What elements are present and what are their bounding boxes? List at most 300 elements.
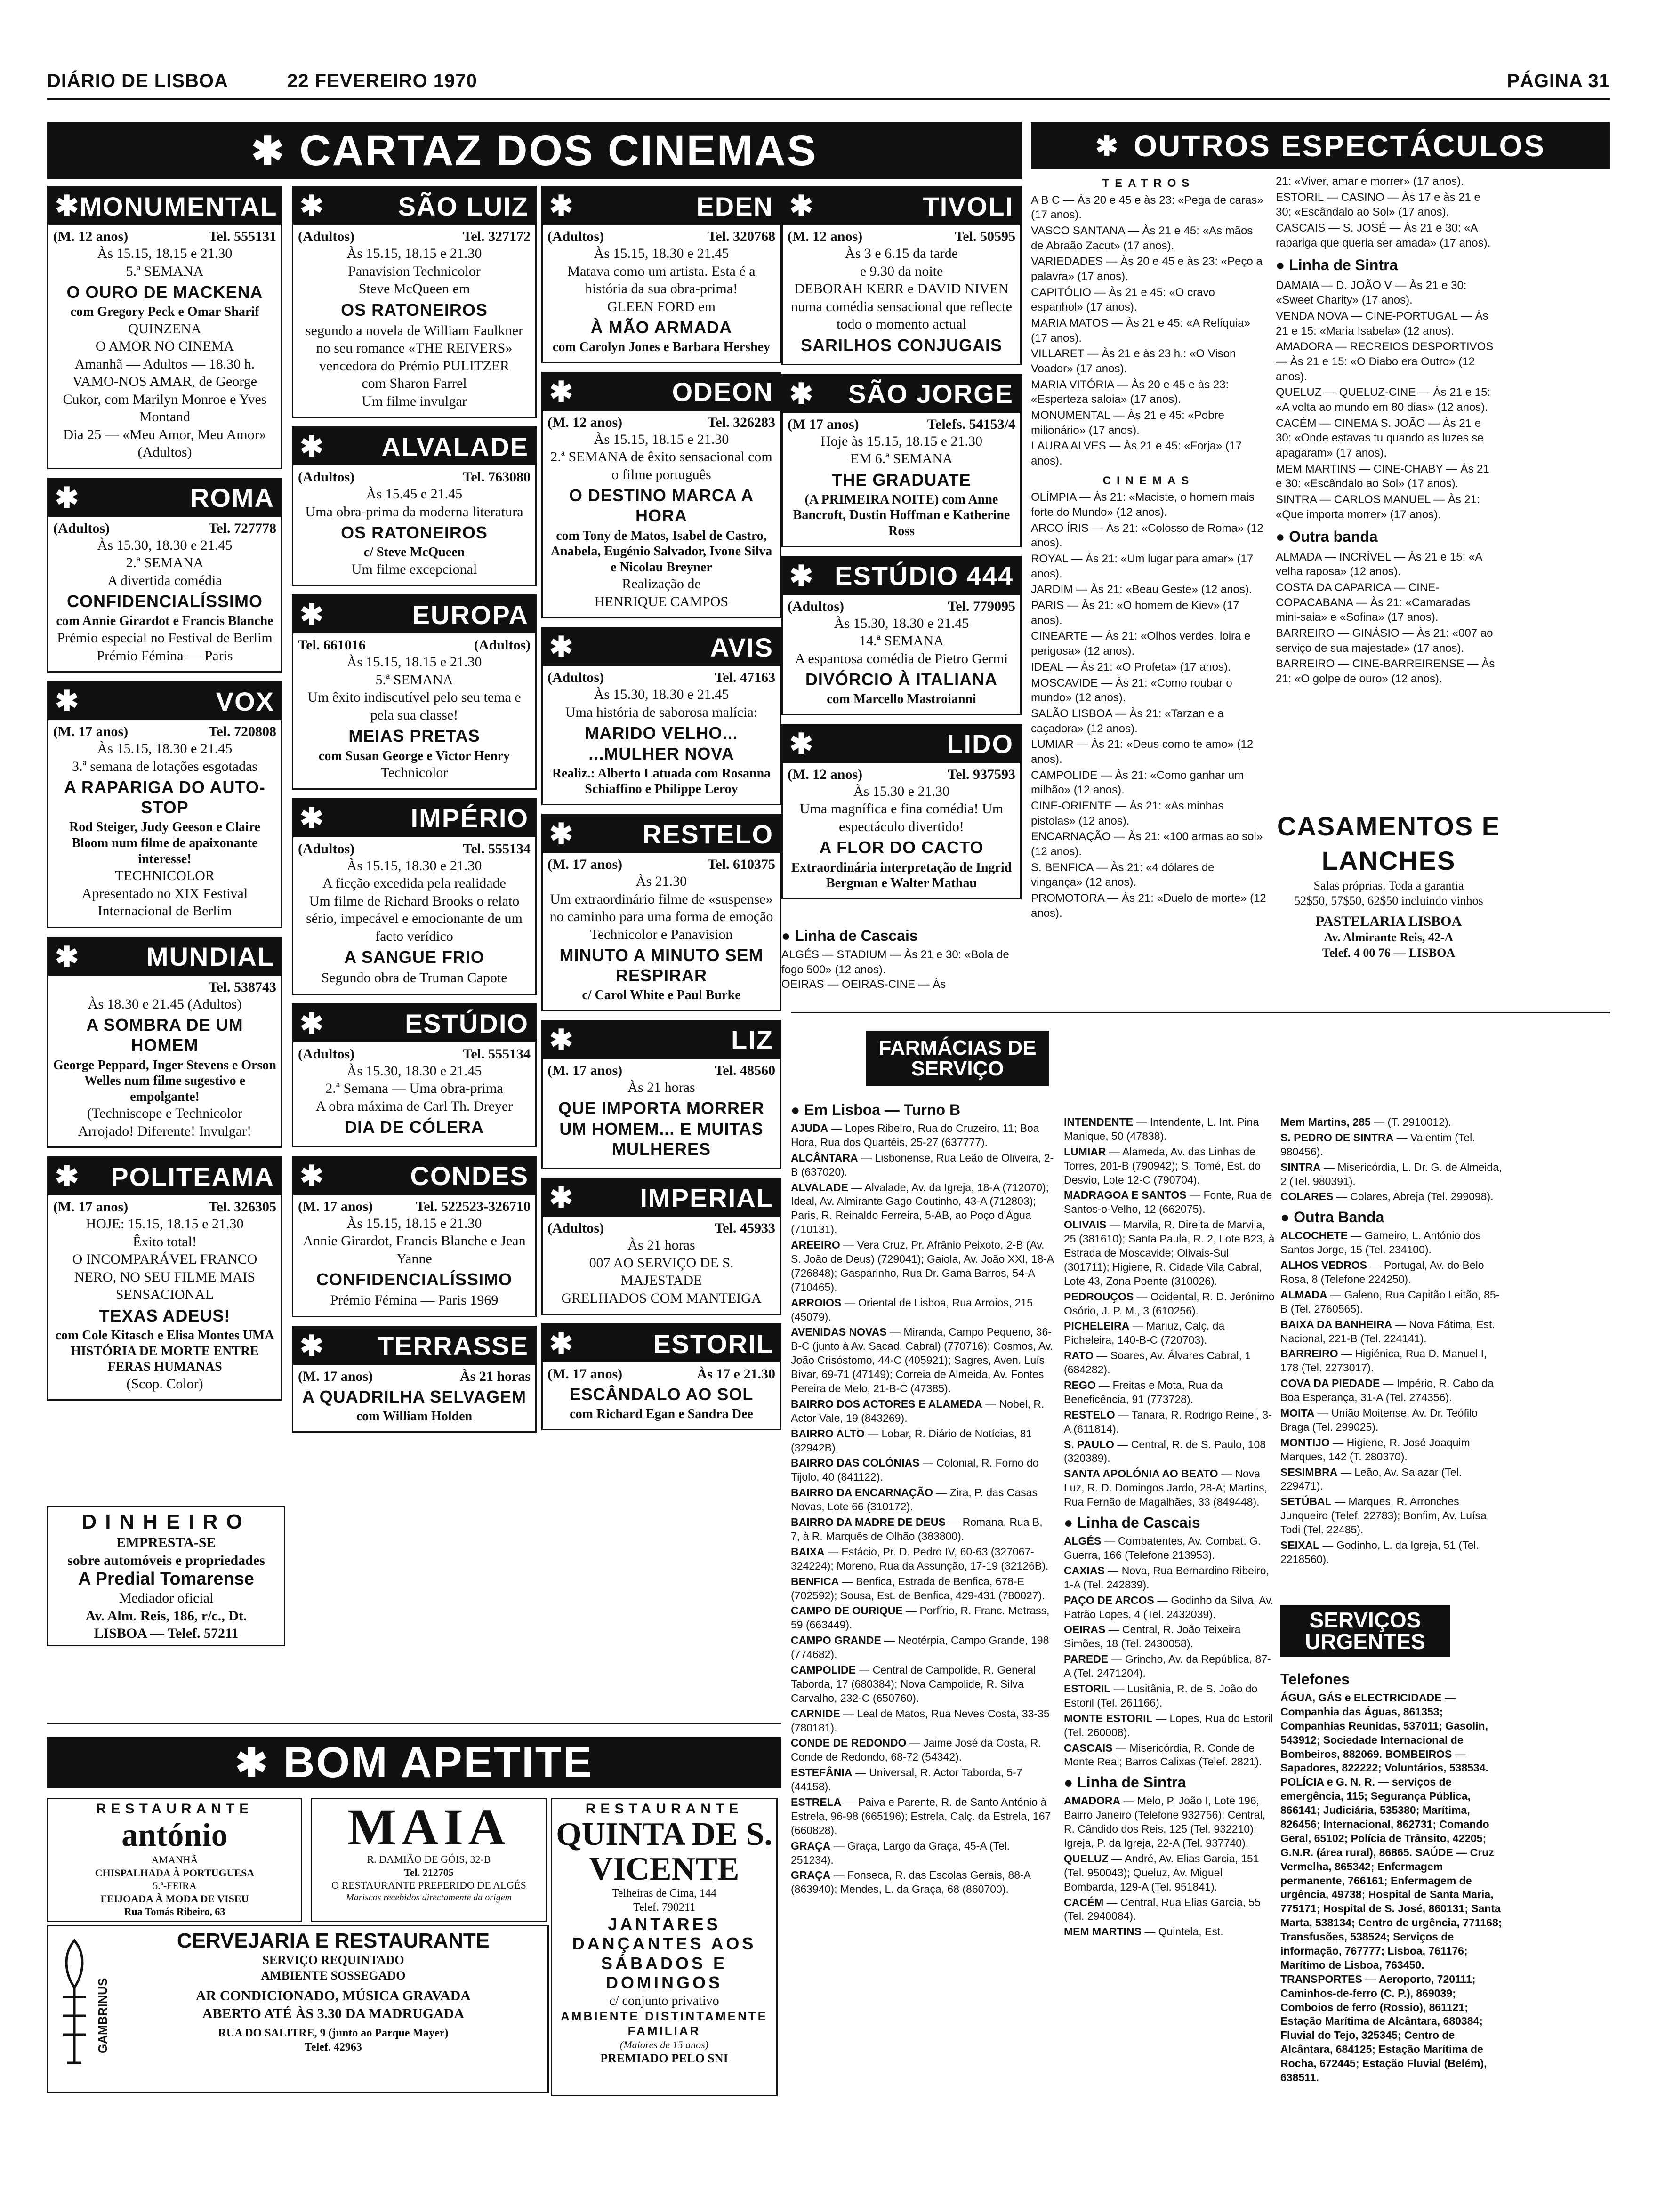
pharmacy-details: Mariuz, Calç. da Picheleira, 140-B-C (720703). (1064, 1320, 1225, 1346)
asterisk-icon: ✱ (300, 802, 325, 834)
pharmacy-entry: REGO — Freitas e Mota, Rua da Beneficência, 91 (773728). (1064, 1379, 1223, 1405)
pharmacy-details: Lopes, Rua do Estoril (Tel. 260008). (1064, 1712, 1273, 1739)
cinema-phone: Tel. 555131 (209, 229, 276, 244)
cinema-name: ROMA (190, 483, 274, 513)
cinema-header (48, 479, 281, 517)
cervejaria-ad (47, 1925, 549, 2093)
cinema-phone: Tel. 555134 (463, 841, 531, 857)
cinema-rating: (M. 12 anos) (788, 229, 863, 244)
cinema-phone: (Adultos) (474, 637, 531, 653)
cinema-meta (788, 599, 1015, 615)
cinema-header (543, 1325, 780, 1362)
cinema-box (292, 1326, 537, 1433)
cinema-box (781, 186, 1022, 365)
pharmacy-district: S. PEDRO DE SINTRA (1280, 1131, 1394, 1144)
cervejaria-line: AR CONDICIONADO, MÚSICA GRAVADA (196, 1988, 471, 2004)
showtime-line: Às 15.15, 18.15 e 21.30 (346, 246, 482, 261)
pharmacy-details: Soares, Av. Álvares Cabral, 1 (684282). (1064, 1349, 1251, 1376)
pharmacy-details: Neotérpia, Campo Grande, 198 (774682). (791, 1634, 1049, 1661)
pharmacy-district: BAIRRO ALTO (791, 1427, 865, 1440)
film-title: A SANGUE FRIO (344, 947, 484, 967)
dinheiro-firm: A Predial Tomarense (78, 1569, 254, 1589)
pharmacy-entry: AREEIRO — Vera Cruz, Pr. Afrânio Peixoto, 2-B (Av. S. João de Deus) (729041); Gaiola, Av. João XXI, 18-A (726848); Gasparinho, Rua Dr. Gama Barros, 54-A (710465). (791, 1239, 1054, 1293)
pharmacy-entry: GRAÇA — Fonseca, R. das Escolas Gerais, 88-A (863940); Mendes, L. da Graça, 68 (860700). (791, 1869, 1030, 1896)
pharmacy-entry: CAMPOLIDE — Central de Campolide, R. General Taborda, 17 (680384); Nova Campolide, R. Silva Carvalho, 232-C (650760). (791, 1663, 1036, 1704)
cinema-listing: 21: «Viver, amar e morrer» (17 anos). (1276, 175, 1464, 188)
pharmacy-district: CASCAIS (1064, 1741, 1113, 1754)
cinema-listing: PROMOTORA — Às 21: «Duelo de morte» (12 anos). (1031, 891, 1266, 920)
cinemas-banner-title: CARTAZ DOS CINEMAS (299, 126, 818, 175)
pharmacy-entry: ALMADA — Galeno, Rua Capitão Leitão, 85-B (Tel. 2760565). (1280, 1288, 1500, 1315)
pharmacy-details: União Moitense, Av. Dr. Teófilo Braga (Tel. 299025). (1280, 1407, 1478, 1433)
outros-banner-title: OUTROS ESPECTÁCULOS (1134, 129, 1546, 163)
cinema-meta (298, 1199, 531, 1215)
cascais-line: ALGÉS — STADIUM — Às 21 e 30: «Bola de fogo 500» (12 anos). (781, 948, 1009, 976)
showtime-line: e 9.30 da noite (860, 263, 943, 279)
cinema-name: TERRASSE (378, 1331, 529, 1361)
pharmacy-details: (T. 2910012). (1387, 1116, 1452, 1128)
film-note: Prémio Fémina — Paris (97, 648, 233, 664)
cinema-listing: SINTRA — CARLOS MANUEL — Às 21: «Que importa morrer» (17 anos). (1276, 493, 1480, 521)
cinema-box (541, 1020, 781, 1169)
pharmacy-details: Estácio, Pr. D. Pedro IV, 60-63 (327067-324224); Moreno, Rua da Assunção, 17-19 (32126B). (791, 1545, 1049, 1572)
showtime-line: 2.ª Semana — Uma obra-prima (325, 1081, 503, 1097)
dinheiro-ad (47, 1506, 285, 1646)
cinema-box (292, 426, 537, 586)
cinema-listing: S. BENFICA — Às 21: «4 dólares de vingança» (12 anos). (1031, 861, 1215, 889)
cinema-name: IMPÉRIO (410, 803, 529, 834)
pharmacy-entry: LUMIAR — Alameda, Av. das Linhas de Torres, 201-B (790942); S. Tomé, Est. do Desvio, Lote 12-C (790704). (1064, 1145, 1261, 1186)
cinema-box (292, 594, 537, 789)
showtime-line: Um filme de Richard Brooks o relato sério, impecável e emocionante de um facto verídico (306, 893, 523, 944)
pharmacy-entry: OEIRAS — Central, R. João Teixeira Simões, 18 (Tel. 2430058). (1064, 1623, 1241, 1650)
cervejaria-line: SERVIÇO REQUINTADO (262, 1953, 404, 1967)
teatro-listing: A B C — Às 20 e 45 e às 23: «Pega de caras» (17 anos). (1031, 193, 1263, 222)
cinema-header (543, 1179, 780, 1217)
cinema-name: ESTÚDIO 444 (835, 561, 1014, 591)
cinema-listing: ESTORIL — CASINO — Às 17 e às 21 e 30: «Escândalo ao Sol» (17 anos). (1276, 191, 1480, 219)
pharmacy-details: Central, R. João Teixeira Simões, 18 (Tel. 2430058). (1064, 1623, 1241, 1650)
teatro-listing: CAPITÓLIO — Às 21 e 45: «O cravo espanhol» (17 anos). (1031, 286, 1215, 314)
pharmacy-entry: ESTORIL — Lusitânia, R. de S. João do Estoril (Tel. 261166). (1064, 1682, 1258, 1709)
film-note: (Scop. Color) (126, 1376, 203, 1392)
cinema-meta (547, 857, 775, 873)
pharmacy-district: ESTORIL (1064, 1682, 1111, 1695)
asterisk-icon: ✱ (55, 940, 80, 972)
cinema-meta (298, 229, 531, 245)
pharmacy-district: CAMPOLIDE (791, 1663, 856, 1676)
pharmacy-entry: RESTELO — Tanara, R. Rodrigo Reinel, 3-A (611814). (1064, 1408, 1272, 1435)
farmacias-column-1 (791, 1097, 1054, 2094)
quinta-top: RESTAURANTE (585, 1801, 743, 1817)
showtime-line: Às 15.15, 18.30 e 21.30 (346, 858, 482, 874)
cinema-column-4 (781, 186, 1022, 920)
showtime-line: Steve McQueen em (358, 281, 470, 297)
pharmacy-entry: AJUDA — Lopes Ribeiro, Rua do Cruzeiro, 11; Boa Hora, Rua dos Quartéis, 25-27 (637777). (791, 1122, 1039, 1148)
cinema-header (48, 938, 281, 976)
asterisk-icon: ✱ (549, 1024, 574, 1056)
cinema-listing: DAMAIA — D. JOÃO V — Às 21 e 30: «Sweet Charity» (17 anos). (1276, 279, 1467, 307)
asterisk-icon: ✱ (789, 190, 814, 222)
issue-date: 22 FEVEREIRO 1970 (287, 71, 477, 91)
pharmacy-details: Benfica, Estrada de Benfica, 678-E (702592); Sousa, Est. de Benfica, 429-431 (780027). (791, 1575, 1045, 1602)
pharmacy-district: CAMPO GRANDE (791, 1634, 881, 1647)
asterisk-icon: ✱ (549, 818, 574, 850)
film-cast: com Gregory Peck e Omar Sharif (70, 305, 259, 320)
pharmacy-district: COVA DA PIEDADE (1280, 1377, 1380, 1390)
cinema-header (293, 1157, 535, 1195)
film-title: CONFIDENCIALÍSSIMO (66, 592, 263, 611)
film-note: segundo a novela de William Faulkner no seu romance «THE REIVERS» vencedora do Prémio PULITZER (305, 322, 523, 374)
cinema-header (783, 375, 1020, 413)
pharmacy-entry: QUELUZ — André, Av. Elias Garcia, 151 (Tel. 950043); Queluz, Av. Miguel Bombarda, 129-A (Tel. 951841). (1064, 1852, 1259, 1893)
pharmacy-details: Central, R. de S. Paulo, 108 (320389). (1064, 1438, 1266, 1465)
cinema-listing: AMADORA — RECREIOS DESPORTIVOS — Às 21 e 15: «O Diabo era Outro» (12 anos). (1276, 340, 1494, 383)
cinema-phone: Tel. 522523-326710 (416, 1198, 531, 1214)
pharmacy-district: CACÉM (1064, 1896, 1104, 1908)
film-note: O AMOR NO CINEMA (95, 338, 234, 354)
pharmacy-district: AVENIDAS NOVAS (791, 1326, 887, 1338)
showtime-line: A obra máxima de Carl Th. Dreyer (315, 1098, 513, 1114)
cinema-box (541, 1178, 781, 1315)
pharmacy-district: SEIXAL (1280, 1539, 1320, 1552)
showtime-line: Às 15.30, 18.30 e 21.45 (97, 537, 233, 553)
pharmacy-district: AMADORA (1064, 1795, 1121, 1807)
cinema-header (543, 373, 780, 411)
cinema-rating: (M. 12 anos) (53, 229, 129, 244)
urgentes-text: ÁGUA, GÁS e ELECTRICIDADE — Companhia das Águas, 861353; Companhias Reunidas, 537011; Gasolin, 543912; Sociedade Internacional de Bombeiros, 882069. BOMBEIROS — Sapadores, 822222; Voluntários, 538534. POLÍCIA e G. N. R. — serviços de emergência, 115; Segurança Pública, 866141; Judiciária, 535380; Marítima, 826456; Internacional, 862731; Comando Geral, 65102; Polícia de Trânsito, 42205; G.N.R. (área rural), 86865. SAÚDE — Cruz Vermelha, 865342; Enfermagem permanente, 766161; Enfermagem de urgência, 49738; Hospital de Santa Maria, 775171; Hospital de S. José, 860131; Santa Marta, 538134; Centro de urgência, 771168; Transfusões, 538524; Serviços de informação, 767777; Lisboa, 761176; Marítimo de Lisboa, 763450. TRANSPORTES — Aeroporto, 720111; Caminhos-de-ferro (C. P.), 869039; Comboios de ferro (Rossio), 861121; Estação Marítima de Alcântara, 680384; Fluvial do Tejo, 325345; Centro de Alcântara, 684125; Estação Marítima de Rocha, 672445; Estação Fluvial (Belém), 638511. (1280, 1691, 1502, 2084)
pharmacy-entry: SEIXAL — Godinho, L. da Igreja, 51 (Tel. 2218560). (1280, 1539, 1479, 1565)
pharmacy-district: RESTELO (1064, 1408, 1115, 1421)
header-rule (47, 98, 1610, 100)
film-title: MARIDO VELHO... ...MULHER NOVA (585, 723, 738, 763)
pharmacy-district: LUMIAR (1064, 1145, 1106, 1158)
film-title: O OURO DE MACKENA (66, 282, 263, 302)
film-note: Amanhã — Adultos — 18.30 h. (74, 356, 255, 372)
showtime-line: 5.ª SEMANA (126, 263, 204, 279)
cinema-box (292, 1003, 537, 1147)
cinema-phone: Telefs. 54153/4 (927, 416, 1015, 432)
film-note: (Techniscope e Technicolor (87, 1106, 243, 1122)
cinema-phone: Tel. 610375 (708, 857, 775, 872)
film-title: SARILHOS CONJUGAIS (800, 335, 1003, 355)
pharmacy-entry: CONDE DE REDONDO — Jaime José da Costa, R. Conde de Redondo, 68-72 (54342). (791, 1737, 1041, 1763)
cinema-box (541, 627, 781, 805)
pharmacy-details: Marvila, R. Direita de Marvila, 25 (381610); Santa Paula, R. 2, Lote B23, à Estrada de Moscavide; Olivais-Sul (301711); Higiene, R. Cidade Vila Cabral, Lote 43, Zona Poente (310026). (1064, 1218, 1275, 1287)
film-title: A RAPARIGA DO AUTO-STOP (64, 777, 265, 817)
pharmacy-district: CAMPO DE OURIQUE (791, 1604, 903, 1617)
cinema-rating: (M. 17 anos) (547, 1366, 623, 1382)
showtime-line: Às 15.30, 18.30 e 21.45 (834, 615, 969, 631)
cinema-meta (298, 841, 531, 857)
dinheiro-foot: Av. Alm. Reis, 186, r/c., Dt. (85, 1608, 247, 1624)
antonio-ad (47, 1798, 302, 1922)
cinema-header (293, 428, 535, 465)
bom-apetite-title: BOM APETITE (283, 1738, 594, 1787)
cinema-listing: MOSCAVIDE — Às 21: «Como roubar o mundo» (12 anos). (1031, 676, 1232, 705)
pharmacy-district: AJUDA (791, 1122, 828, 1134)
cinema-meta (53, 724, 276, 740)
film-title: MEIAS PRETAS (348, 726, 480, 746)
showtime-line: Hoje às 15.15, 18.15 e 21.30 (820, 433, 983, 449)
cinema-name: SÃO JORGE (848, 379, 1014, 409)
asterisk-icon: ✱ (789, 377, 814, 409)
cinema-box (47, 937, 282, 1148)
cinema-meta (547, 670, 775, 686)
pharmacy-entry: BAIRRO DAS COLÓNIAS — Colonial, R. Forno do Tijolo, 40 (841122). (791, 1457, 1039, 1483)
pharmacy-district: ARROIOS (791, 1296, 842, 1309)
casamentos-firm: PASTELARIA LISBOA (1315, 913, 1462, 929)
pharmacy-entry: S. PEDRO DE SINTRA — Valentim (Tel. 980456). (1280, 1131, 1475, 1158)
cinema-phone: Tel. 538743 (209, 979, 276, 995)
film-cast: c/ Steve McQueen (363, 545, 465, 560)
cinema-phone: Tel. 326283 (708, 414, 775, 430)
cinema-header (783, 557, 1020, 595)
pharmacy-district: RATO (1064, 1349, 1094, 1362)
section-rule (47, 1723, 781, 1724)
antonio-line: CHISPALHADA À PORTUGUESA (95, 1867, 255, 1879)
pharmacy-details: Miranda, Campo Pequeno, 36-B-C (junto à Av. Sacad. Cabral) (770716); Cosmos, Av. João Crisóstomo, 44-C (405921); Sagres, Aven. Luís Bívar, 69-71 (47149); Correia de Almeida, Av. Fontes Pereira de Melo, 21-B-C (47385). (791, 1326, 1053, 1395)
showtime-line: Às 15.15, 18.15 e 21.30 (594, 431, 729, 447)
showtime-line: GRELHADOS COM MANTEIGA (561, 1290, 762, 1306)
quinta-line: (Maiores de 15 anos) (620, 2038, 708, 2051)
showtime-line: Às 15.15, 18.15 e 21.30 (346, 1215, 482, 1231)
pharmacy-district: MONTE ESTORIL (1064, 1712, 1153, 1724)
pharmacy-entry: AVENIDAS NOVAS — Miranda, Campo Pequeno, 36-B-C (junto à Av. Sacad. Cabral) (770716); Cosmos, Av. João Crisóstomo, 44-C (405921); Sagres, Aven. Luís Bívar, 69-71 (47149); Correia de Almeida, Av. Fontes Pereira de Melo, 21-B-C (47385). (791, 1326, 1053, 1395)
cinema-meta (788, 229, 1015, 245)
showtime-line: A ficção excedida pela realidade (322, 875, 506, 891)
pharmacy-district: ALCOCHETE (1280, 1229, 1348, 1242)
asterisk-icon: ✱ (300, 1160, 325, 1192)
cinema-phone: Tel. 763080 (463, 469, 531, 485)
teatros-title: TEATROS (1102, 177, 1195, 190)
cinema-phone: Tel. 45933 (715, 1220, 775, 1236)
pharmacy-entry: SANTA APOLÓNIA AO BEATO — Nova Luz, R. D. Domingos Jardo, 28-A; Martins, Rua Fernão de Magalhães, 33 (849448). (1064, 1467, 1268, 1508)
film-title: O DESTINO MARCA A HORA (569, 486, 754, 526)
lobster-icon (53, 1936, 96, 2077)
pharmacy-details: Alameda, Av. das Linhas de Torres, 201-B (790942); S. Tomé, Est. do Desvio, Lote 12-C (790704). (1064, 1145, 1261, 1186)
cinema-meta (547, 1063, 775, 1079)
pharmacy-details: Misericórdia, L. Dr. G. de Almeida, 2 (Tel. 980391). (1280, 1161, 1502, 1187)
pharmacy-entry: OLIVAIS — Marvila, R. Direita de Marvila, 25 (381610); Santa Paula, R. 2, Lote B23, à Estrada de Moscavide; Olivais-Sul (301711); Higiene, R. Cidade Vila Cabral, Lote 43, Zona Poente (310026). (1064, 1218, 1275, 1287)
quinta-line: c/ conjunto privativo (609, 1993, 719, 2008)
film-note: Arrojado! Diferente! Invulgar! (78, 1123, 252, 1139)
casamentos-address: Av. Almirante Reis, 42-A (1324, 930, 1454, 945)
pharmacy-district: Mem Martins, 285 (1280, 1116, 1371, 1128)
cinema-listing: COSTA DA CAPARICA — CINE-COPACABANA — Às 21: «Camaradas mini-saia» e «Sofina» (17 anos). (1276, 581, 1471, 624)
pharmacy-details: Galeno, Rua Capitão Leitão, 85-B (Tel. 2760565). (1280, 1288, 1500, 1315)
asterisk-icon: ✱ (55, 190, 80, 222)
showtime-line: Êxito total! (133, 1234, 197, 1250)
pharmacy-district: COLARES (1280, 1190, 1334, 1203)
asterisk-icon: ✱ (55, 685, 80, 717)
cinema-name: EDEN (696, 191, 773, 221)
cinemas-banner (47, 122, 1022, 179)
casamentos-ad (1271, 809, 1506, 1007)
pharmacy-district: BARREIRO (1280, 1347, 1338, 1360)
film-title: CONFIDENCIALÍSSIMO (316, 1270, 512, 1290)
pharmacy-entry: BAIXA DA BANHEIRA — Nova Fátima, Est. Nacional, 221-B (Tel. 224141). (1280, 1318, 1495, 1345)
pharmacy-details: Oriental de Lisboa, Rua Arroios, 215 (45079). (791, 1296, 1033, 1323)
film-cast: com William Holden (356, 1409, 473, 1424)
cinema-listing: ENCARNAÇÃO — Às 21: «100 armas ao sol» (12 anos). (1031, 830, 1263, 858)
pharmacy-district: REGO (1064, 1379, 1096, 1392)
showtime-line: Às 15.15, 18.30 e 21.45 (97, 741, 233, 757)
film-cast: (A PRIMEIRA NOITE) com Anne Bancroft, Dustin Hoffman e Katherine Ross (793, 492, 1010, 539)
pharmacy-details: Nova Luz, R. D. Domingos Jardo, 28-A; Martins, Rua Fernão de Magalhães, 33 (849448). (1064, 1467, 1268, 1508)
cinema-phone: Tel. 555134 (463, 1046, 531, 1062)
cinema-rating: (Adultos) (788, 598, 845, 614)
pharmacy-details: Zira, P. das Casas Novas, Lote 66 (310172). (791, 1486, 1038, 1513)
cinema-listing: CINE-ORIENTE — Às 21: «As minhas pistolas» (12 anos). (1031, 799, 1224, 827)
banda-title: ● Outra banda (1276, 528, 1378, 545)
film-title: À MÃO ARMADA (590, 318, 732, 337)
asterisk-icon: ✱ (549, 376, 574, 408)
cinema-rating: (M. 17 anos) (53, 724, 129, 740)
cinema-listing: BARREIRO — GINÁSIO — Às 21: «007 ao serviço de sua majestade» (17 anos). (1276, 626, 1493, 655)
pharmacy-entry: ESTEFÂNIA — Universal, R. Actor Taborda, 5-7 (44158). (791, 1766, 1022, 1793)
cinema-name: RESTELO (642, 819, 773, 849)
teatro-listing: MONUMENTAL — Às 21 e 45: «Pobre milionário» (17 anos). (1031, 409, 1224, 437)
cervejaria-line: Telef. 42963 (305, 2041, 362, 2053)
pharmacy-entry: ALGÉS — Combatentes, Av. Combat. G. Guerra, 166 (Telefone 213953). (1064, 1535, 1261, 1561)
film-title: A FLOR DO CACTO (819, 838, 984, 858)
cinema-box (292, 186, 537, 418)
film-note: VAMO-NOS AMAR, de George Cukor, com Marilyn Monroe e Yves Montand (63, 374, 267, 425)
pharmacy-details: Vera Cruz, Pr. Afrânio Peixoto, 2-B (Av. S. João de Deus) (729041); Gaiola, Av. João XXI, 18-A (726848); Gasparinho, Rua Dr. Gama Barros, 54-A (710465). (791, 1239, 1054, 1293)
pharmacy-details: André, Av. Elias Garcia, 151 (Tel. 950043); Queluz, Av. Miguel Bombarda, 129-A (Tel. 951841). (1064, 1852, 1259, 1893)
cinema-name: VOX (216, 686, 274, 716)
cinema-box (541, 372, 781, 619)
lisboa-turno-title: ● Em Lisboa — Turno B (791, 1101, 961, 1118)
cinema-meta (547, 415, 775, 431)
cinema-meta (298, 637, 531, 653)
film-cast: com Susan George e Victor Henry (318, 748, 510, 763)
teatro-listing: MARIA VITÓRIA — Às 20 e 45 e às 23: «Esperteza saloia» (17 anos). (1031, 378, 1229, 406)
farm-cascais-title: ● Linha de Cascais (1064, 1514, 1200, 1531)
dinheiro-title: DINHEIRO (81, 1510, 251, 1533)
cinema-listing: ARCO ÍRIS — Às 21: «Colosso de Roma» (12 anos). (1031, 521, 1263, 550)
pharmacy-entry: MONTIJO — Higiene, R. José Joaquim Marques, 142 (T. 280370). (1280, 1436, 1470, 1463)
maia-ad (311, 1798, 547, 1922)
outros-column-1 (1031, 174, 1266, 1002)
showtime-line: Às 21 horas (627, 1079, 695, 1095)
pharmacy-entry: CAXIAS — Nova, Rua Bernardino Ribeiro, 1-A (Tel. 242839). (1064, 1564, 1269, 1591)
cinema-header (543, 628, 780, 666)
cinema-box (541, 186, 781, 363)
film-note: Dia 25 — «Meu Amor, Meu Amor» (Adultos) (63, 426, 266, 460)
asterisk-icon: ✱ (251, 128, 286, 173)
maia-name: MAIA (347, 1798, 510, 1856)
asterisk-icon: ✱ (549, 1182, 574, 1214)
pharmacy-district: ALGÉS (1064, 1535, 1102, 1547)
cinema-meta (53, 521, 276, 537)
asterisk-icon: ✱ (235, 1740, 270, 1785)
showtime-line: Às 15.15, 18.15 e 21.30 (346, 654, 482, 670)
showtime-line: Às 21.30 (635, 874, 687, 889)
asterisk-icon: ✱ (55, 481, 80, 513)
cinema-rating: (Adultos) (547, 670, 604, 686)
cervejaria-line: AMBIENTE SOSSEGADO (261, 1968, 406, 1982)
cinema-meta (547, 1366, 775, 1382)
showtime-line: 2.ª SEMANA (126, 555, 204, 571)
showtime-line: A espantosa comédia de Pietro Germi (795, 650, 1008, 666)
cinema-header (48, 682, 281, 720)
pharmacy-district: ALMADA (1280, 1288, 1327, 1301)
cinema-listing: CINEARTE — Às 21: «Olhos verdes, loira e perigosa» (12 anos). (1031, 630, 1251, 658)
cinema-name: EUROPA (412, 600, 529, 630)
cascais-cinemas (781, 922, 1022, 1007)
film-note: Um filme excepcional (351, 561, 477, 577)
pharmacy-entry: ALCOCHETE — Gameiro, L. António dos Santos Jorge, 15 (Tel. 234100). (1280, 1229, 1481, 1256)
film-title: A QUADRILHA SELVAGEM (302, 1387, 526, 1406)
pharmacy-district: GRAÇA (791, 1839, 831, 1852)
film-note: TECHNICOLOR (115, 868, 215, 884)
showtime-line: HOJE: 15.15, 18.15 e 21.30 (86, 1216, 244, 1232)
showtime-line: Um extraordinário filme de «suspense» no caminho para uma forma de emoção (549, 891, 773, 924)
pharmacy-entry: BAIRRO ALTO — Lobar, R. Diário de Notícias, 81 (32942B). (791, 1427, 1032, 1454)
pharmacy-district: BAIRRO DAS COLÓNIAS (791, 1457, 920, 1469)
showtime-line: Panavision Technicolor (348, 263, 481, 279)
cinema-rating: (Adultos) (298, 841, 355, 857)
farm-sintra-title: ● Linha de Sintra (1064, 1774, 1186, 1791)
cinema-phone: Tel. 48560 (715, 1062, 775, 1078)
pharmacy-entry: MEM MARTINS — Quintela, Est. (1064, 1925, 1223, 1938)
cinema-column-1 (47, 186, 282, 1626)
antonio-line: Rua Tomás Ribeiro, 63 (124, 1906, 225, 1917)
pharmacy-entry: COVA DA PIEDADE — Império, R. Cabo da Boa Esperança, 31-A (Tel. 274356). (1280, 1377, 1494, 1404)
showtime-line: O INCOMPARÁVEL FRANCO NERO, NO SEU FILME MAIS SENSACIONAL (72, 1251, 257, 1303)
cinema-rating: (M. 17 anos) (53, 1199, 129, 1215)
pharmacy-district: CONDE DE REDONDO (791, 1737, 907, 1749)
film-note: Prémio Fémina — Paris 1969 (330, 1292, 499, 1308)
pharmacy-entry: PICHELEIRA — Mariuz, Calç. da Picheleira, 140-B-C (720703). (1064, 1320, 1225, 1346)
cinema-rating: (Adultos) (298, 1046, 355, 1062)
cinema-box (47, 1156, 282, 1401)
cinema-name: ESTORIL (653, 1329, 773, 1359)
film-cast: Realiz.: Alberto Latuada com Rosanna Schiaffino e Philippe Leroy (552, 766, 771, 797)
pharmacy-entry: AMADORA — Melo, P. João I, Lote 196, Bairro Janeiro (Telefone 932756); Central, R. Cândido dos Reis, 125 (Tel. 932210); Igreja, P. da Igreja, 22-A (Tel. 937740). (1064, 1795, 1266, 1849)
dinheiro-line: sobre automóveis e propriedades (67, 1552, 265, 1568)
telefones-title: Telefones (1280, 1671, 1350, 1688)
pharmacy-district: GRAÇA (791, 1869, 831, 1882)
pharmacy-entry: INTENDENTE — Intendente, L. Int. Pina Manique, 50 (47838). (1064, 1116, 1259, 1142)
pharmacy-details: Graça, Largo da Graça, 45-A (Tel. 251234). (791, 1839, 1010, 1866)
bom-apetite-banner (47, 1737, 781, 1788)
showtime-line: Às 21 horas (627, 1237, 695, 1253)
cinema-box (541, 1323, 781, 1430)
pharmacy-district: ESTRELA (791, 1795, 842, 1808)
cervejaria-title: CERVEJARIA E RESTAURANTE (177, 1929, 490, 1952)
showtime-line: Às 15.15, 18.15 e 21.30 (97, 246, 233, 261)
pharmacy-details: Melo, P. João I, Lote 196, Bairro Janeiro (Telefone 932756); Central, R. Cândido dos Reis, 125 (Tel. 932210); Igreja, P. da Igreja, 22-A (Tel. 937740). (1064, 1795, 1266, 1849)
pharmacy-details: Nova Fátima, Est. Nacional, 221-B (Tel. 224141). (1280, 1318, 1495, 1345)
pharmacy-details: Gameiro, L. António dos Santos Jorge, 15 (Tel. 234100). (1280, 1229, 1481, 1256)
showtime-line: Uma magnífica e fina comédia! Um espectáculo divertido! (799, 801, 1004, 834)
film-note: Um filme invulgar (362, 393, 467, 409)
cinema-box (47, 681, 282, 928)
cinema-listing: BARREIRO — CINE-BARREIRENSE — Às 21: «O golpe de ouro» (12 anos). (1276, 657, 1495, 685)
cinema-header (293, 1327, 535, 1365)
cinema-name: SÃO LUIZ (398, 191, 529, 221)
casamentos-phone: Telef. 4 00 76 — LISBOA (1322, 946, 1456, 960)
pharmacy-district: SANTA APOLÓNIA AO BEATO (1064, 1467, 1218, 1480)
cinema-phone: Tel. 937593 (948, 766, 1015, 782)
cinema-name: CONDES (410, 1161, 529, 1191)
pharmacy-entry: CACÉM — Central, Rua Elias Garcia, 55 (Tel. 2940084). (1064, 1896, 1261, 1923)
cinema-listing: OLÍMPIA — Às 21: «Maciste, o homem mais forte do Mundo» (12 anos). (1031, 491, 1255, 519)
asterisk-icon: ✱ (1095, 131, 1120, 161)
